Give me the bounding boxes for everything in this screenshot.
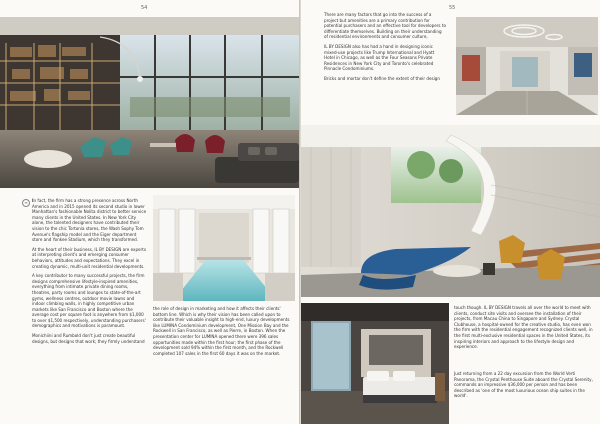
paragraph: Bricks and mortar don't define the extent of their design	[324, 75, 440, 81]
right-page-text-column-1	[324, 12, 446, 122]
pool-photo	[153, 195, 295, 301]
right-page-number: 55	[449, 5, 456, 11]
left-page-text-column-1	[32, 198, 147, 420]
right-page-text-column-2	[454, 305, 596, 361]
paragraph: There are many factors that go into the success of a project but amenities are a primary contribution for potential purchasers and an effective tool for developers to differentiate themselves. Building on their understanding of residential environments and consumer culture,	[324, 12, 446, 40]
paragraph: touch though. IL BY DESIGN travels all over the world to meet with clients, conduct site visits and oversee the installation of their projects, from Macau China to Singapore and Sydney. Crystal Clubhouse, a hospital-owned for the creative studio, has even won the firm with the residential engagement recognized clients well, in the first multi-exclusive residential spaces in the United States, its inspiring interiors and approach to the lifestyle design and experience.	[454, 305, 593, 350]
bedroom-photo	[301, 303, 449, 424]
right-page-text-column-3	[454, 371, 596, 421]
paragraph: the role of design in marketing and how it affects their clients' bottom line. Which is why their vision has been called upon to contribute their valuable insight to high-end, luxury developments like LUMINA Condominium development, One Mission Bay and the Rockwell in San Francisco, as well as Pierre, in Boston. When the presentation center for LUMINA opened there were 396 sales opportunities made within the first hour; the first phase of the development sold 94% within the first month, and the Rockwell completed 107 sales in the first 60 days it was on the market.	[153, 306, 290, 356]
section-marker-icon: ≡	[22, 199, 30, 207]
paragraph: Just returning from a 22 day excursion from the World Verti Panorama, the Crystal Penthouse Suite aboard the Crystal Serenity, commands an impressive $36,000 per person and has been described as 'one of the most luxurious ocean ship suites in the world'.	[454, 371, 593, 399]
paragraph: A key contributor to many successful projects, the firm designs comprehensive lifestyle-inspired amenities, everything from intimate private dining rooms, theatres, party rooms and lounges to state-of-the-art gyms, wellness centres, outdoor movie lawns and indoor climbing walls, in highly competitive urban markets like San Francisco and Boston where the average cost per square foot is anywhere from $1,000 to over $1,500 respectively, understanding purchasers' demographics and motivations is paramount.	[32, 273, 146, 329]
paragraph: In fact, the firm has a strong presence across North America and in 2015 opened its second studio in lower Manhattan's fashionable Nolita district to better service many clients in the United States. In New York City alone, the talented designers have contributed their vision to the chic Tortonia stores, the Wash Sophy Tom Avenue's flagship model and the Eiger department store and Yonkee Stadium, which they transformed.	[32, 198, 147, 243]
staircase-lounge-photo	[301, 125, 600, 297]
right-page	[301, 0, 600, 424]
paragraph: IL BY DESIGN also has had a hand in designing iconic mixed-use projects like Trump International and Hyatt Hotel in Chicago, as well as the Four Seasons Private Residences in New York City and Toronto's celebrated Pinnacle Condominiums.	[324, 43, 435, 72]
left-page-number: 54	[141, 5, 148, 11]
gallery-lobby-photo	[456, 17, 598, 115]
paragraph: Monichiini and Rumbold don't just create beautiful designs, but designs that work; they firmly understand	[32, 333, 145, 344]
lounge-photo	[0, 17, 299, 188]
left-page-text-column-2	[153, 306, 295, 420]
paragraph: At the heart of their business, IL BY DESIGN are experts at interpreting client's and emerging consumer behaviors, attitudes and expectations. They excel in creating dynamic, multi-unit residential developments.	[32, 246, 146, 269]
left-page	[0, 0, 299, 424]
